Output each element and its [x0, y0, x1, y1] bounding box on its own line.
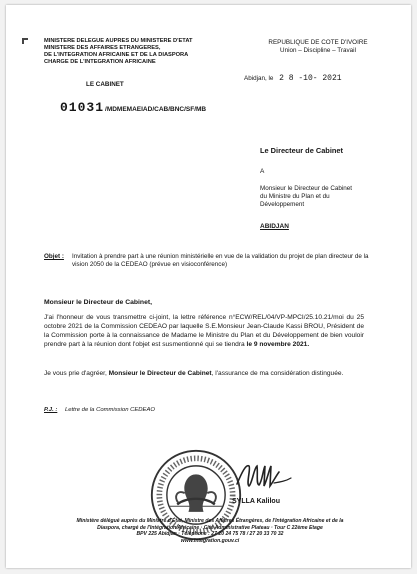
reference-number: 01031: [60, 100, 105, 115]
cabinet-label: LE CABINET: [86, 81, 124, 88]
reference: [60, 100, 206, 115]
date-value: 2 8 -10- 2021: [279, 74, 342, 83]
recipient-line: du Ministre du Plan et du: [260, 193, 330, 200]
header-ministry: [44, 38, 244, 66]
body-paragraph-1: [44, 313, 364, 349]
subject-text: Invitation à prendre part à une réunion ministérielle en vue de la validation du projet de plan directeur de la vision 2050 de la CEDEAO (prévue en visioconférence): [72, 253, 369, 268]
attachment: [44, 407, 155, 413]
recipient-city: ABIDJAN: [260, 223, 289, 230]
date-prefix: Abidjan, le: [244, 75, 274, 82]
attachment-text: Lettre de la Commission CEDEAO: [64, 407, 155, 413]
recipient-line: Développement: [260, 201, 305, 208]
recipient-a: A: [260, 168, 265, 175]
letter-page: [6, 5, 411, 568]
country-name: REPUBLIQUE DE COTE D'IVOIRE: [268, 39, 368, 46]
recipient-line: Monsieur le Directeur de Cabinet: [260, 185, 353, 192]
subject: [44, 253, 374, 269]
signatory-name: SYLLA Kalilou: [232, 498, 280, 505]
closing-text-end: , l'assurance de ma considération distinguée.: [211, 370, 344, 377]
footer-line: Ministère délégué auprès du Ministre d'État, Ministre des Affaires Étrangères, de l'Intégration Africaine et de la: [76, 518, 344, 524]
body-text: J'ai l'honneur de vous transmettre ci-joint, la lettre référence n°ECW/REL/04/VP-MPCI/25.10.21/moi du 25 octobre 2021 de la Commission CEDEAO par laquelle S.E.Monsieur Jean-Claude Kassi BROU, Président de la Commission porte à la connaissance de Madame le Ministre du Plan et du Développement de bien vouloir prendre part à la réunion dont l'objet est susmentionné qui se tiendra: [44, 314, 364, 348]
header-ministry-line: CHARGE DE L'INTEGRATION AFRICAINE: [44, 59, 156, 65]
salutation: Monsieur le Directeur de Cabinet,: [44, 299, 153, 306]
footer-website: www.integration.gouv.ci: [180, 537, 240, 544]
sender-title: Le Directeur de Cabinet: [260, 146, 343, 155]
body-paragraph-2: [44, 369, 364, 378]
national-motto: Union – Discipline – Travail: [280, 47, 356, 54]
meeting-date: le 9 novembre 2021.: [246, 341, 310, 348]
reference-suffix: /MDMEMAEIAD/CAB/BNC/SF/MB: [105, 106, 207, 113]
footer: [64, 518, 356, 544]
attachment-label: P.J. :: [44, 407, 58, 413]
header-ministry-line: DE L'INTEGRATION AFRICAINE ET DE LA DIASPORA: [44, 52, 189, 58]
header-ministry-line: MINISTERE DELEGUE AUPRES DU MINISTERE D'ETAT: [44, 38, 193, 44]
letter-date: [244, 74, 342, 83]
closing-addressee: Monsieur le Directeur de Cabinet: [108, 370, 212, 377]
closing-text: Je vous prie d'agréer,: [44, 370, 109, 377]
handwritten-signature-icon: [234, 454, 294, 494]
corner-mark-icon: [22, 38, 28, 44]
footer-line: Diaspora, chargé de l'Intégration Africaine · Cité Administrative Plateau · Tour C 22ème Etage: [97, 524, 323, 531]
header-ministry-line: MINISTERE DES AFFAIRES ETRANGERES,: [44, 45, 161, 51]
recipient-address: [260, 185, 400, 209]
header-republic: [238, 39, 398, 55]
subject-label: Objet :: [44, 253, 64, 260]
footer-line: BPV 225 Abidjan · Téléphone : 27 20 24 75 78 / 27 20 33 70 32: [136, 531, 284, 538]
